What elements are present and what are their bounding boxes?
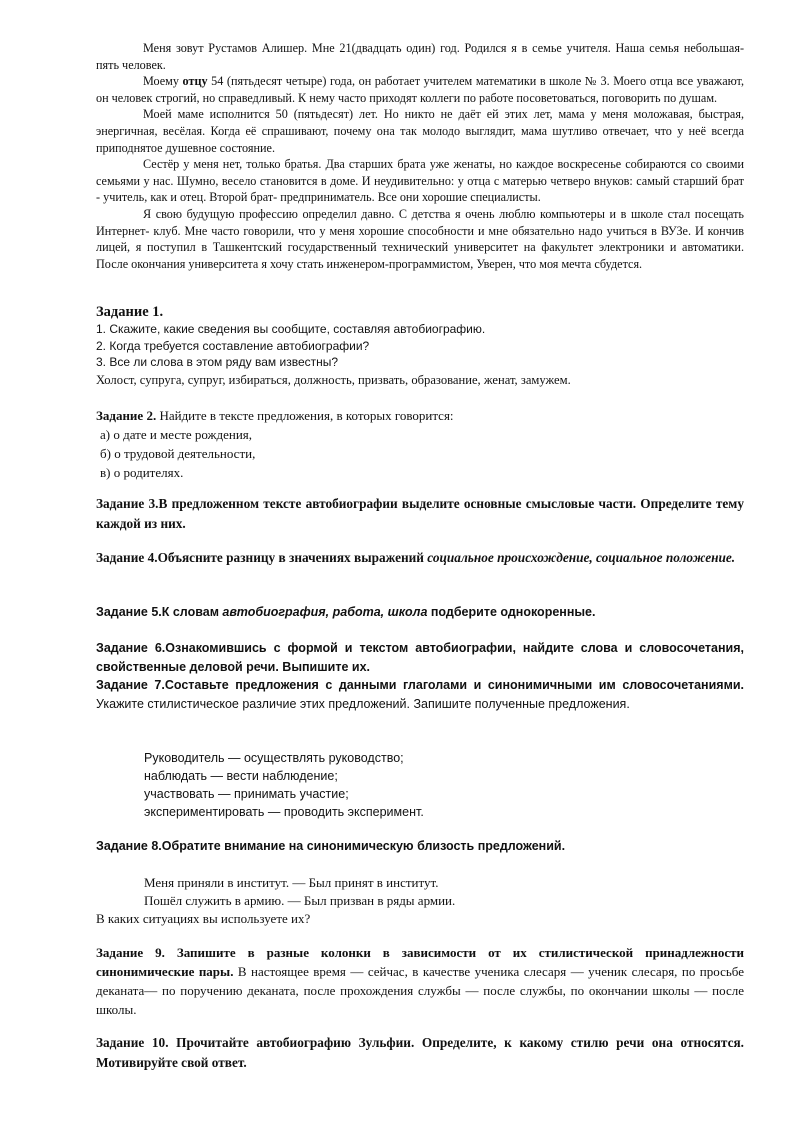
task-2-item-b: б) о трудовой деятельности, xyxy=(100,446,256,461)
autobiography-text xyxy=(96,40,744,272)
task-7-example: экспериментировать — проводить эксперимент. xyxy=(144,805,424,819)
task-7-example: участвовать — принимать участие; xyxy=(144,787,349,801)
task-10: Задание 10. Прочитайте автобиографию Зульфии. Определите, к какому стилю речи она относятся. Мотивируйте свой ответ. xyxy=(96,1035,744,1070)
task-5: Задание 5.К словам автобиография, работа, школа подберите однокоренные. xyxy=(96,605,596,619)
task-8-question: В каких ситуациях вы используете их? xyxy=(96,911,311,926)
task-1-question-3: 3. Все ли слова в этом ряду вам известны? xyxy=(96,355,339,369)
task-2 xyxy=(96,406,744,482)
paragraph-profession: Я свою будущую профессию определил давно. С детства я очень люблю компьютеры и в школе стал посещать Интернет- клуб. Мне часто говорили, что у меня хорошие способности и мне обязательно надо учиться в ВУЗе. И кончив лицей, я поступил в Ташкентский государственный технический университет на факультет электроники и автоматики. После окончания университета я хочу стать инженером-программистом, Уверен, что моя мечта сбудется. xyxy=(96,206,744,271)
task-8: Задание 8.Обратите внимание на синонимическую близость предложений. xyxy=(96,839,566,853)
task-8-example: Пошёл служить в армию. — Был призван в ряды армии. xyxy=(144,893,456,908)
task-1 xyxy=(96,304,744,389)
task-6-7 xyxy=(96,639,744,713)
task-1-heading: Задание 1. xyxy=(96,304,164,320)
task-3: Задание 3.В предложенном тексте автобиографии выделите основные смысловые части. Определите тему каждой из них. xyxy=(96,496,744,531)
task-1-question-1: 1. Скажите, какие сведения вы сообщите, составляя автобиографию. xyxy=(96,322,486,336)
task-1-word-list: Холост, супруга, супруг, избираться, должность, призвать, образование, женат, замужем. xyxy=(96,372,571,387)
task-7-examples xyxy=(144,749,424,821)
task-7-example: наблюдать — вести наблюдение; xyxy=(144,769,338,783)
paragraph-father: Моему отцу 54 (пятьдесят четыре) года, он работает учителем математики в школе № 3. Моего отца все уважают, он человек строгий, но справедливый. К нему часто приходят коллеги по работе посоветоваться, поговорить по душам. xyxy=(96,74,744,105)
paragraph-mother: Моей маме исполнится 50 (пятьдесят) лет. Но никто не даёт ей этих лет, мама у меня моложавая, быстрая, энергичная, весёлая. Когда её спрашивают, почему она так молодо выглядит, мама шутливо отвечает, что у неё всегда приподнятое душевное состояние. xyxy=(96,107,744,155)
task-2-item-c: в) о родителях. xyxy=(100,465,184,480)
task-8-examples xyxy=(144,874,455,910)
task-7-example: Руководитель — осуществлять руководство; xyxy=(144,751,404,765)
task-4: Задание 4.Объясните разницу в значениях выражений социальное происхождение, социальное положение. xyxy=(96,550,736,565)
task-7: Задание 7.Составьте предложения с данными глаголами и синонимичными им словосочетаниями. Укажите стилистическое различие этих предложений. Запишите полученные предложения. xyxy=(96,678,744,711)
task-6: Задание 6.Ознакомившись с формой и текстом автобиографии, найдите слова и словосочетания, свойственные деловой речи. Выпишите их. xyxy=(96,641,744,674)
task-2-item-a: а) о дате и месте рождения, xyxy=(100,427,253,442)
task-8-example: Меня приняли в институт. — Был принят в институт. xyxy=(144,875,439,890)
task-9: Задание 9. Запишите в разные колонки в зависимости от их стилистической принадлежности синонимические пары. В настоящее время — сейчас, в качестве ученика слесаря — ученик слесаря, по просьбе деканата— по поручению деканата, после прохождения службы — после службы, по окончании школы — после школы. xyxy=(96,945,745,1017)
task-1-question-2: 2. Когда требуется составление автобиографии? xyxy=(96,338,370,353)
paragraph-intro: Меня зовут Рустамов Алишер. Мне 21(двадцать один) год. Родился я в семье учителя. Наша семья небольшая- пять человек. xyxy=(96,41,744,72)
task-2-heading: Задание 2. Найдите в тексте предложения, в которых говорится: xyxy=(96,408,454,423)
paragraph-brothers: Сестёр у меня нет, только братья. Два старших брата уже женаты, но каждое воскресенье собираются со своими семьями у нас. Шумно, весело становится в доме. И неудивительно: у отца с матерью четверо внуков: самый старший брат - учитель, как и отец. Второй брат- предприниматель. Все они хорошие специалисты. xyxy=(96,157,744,205)
